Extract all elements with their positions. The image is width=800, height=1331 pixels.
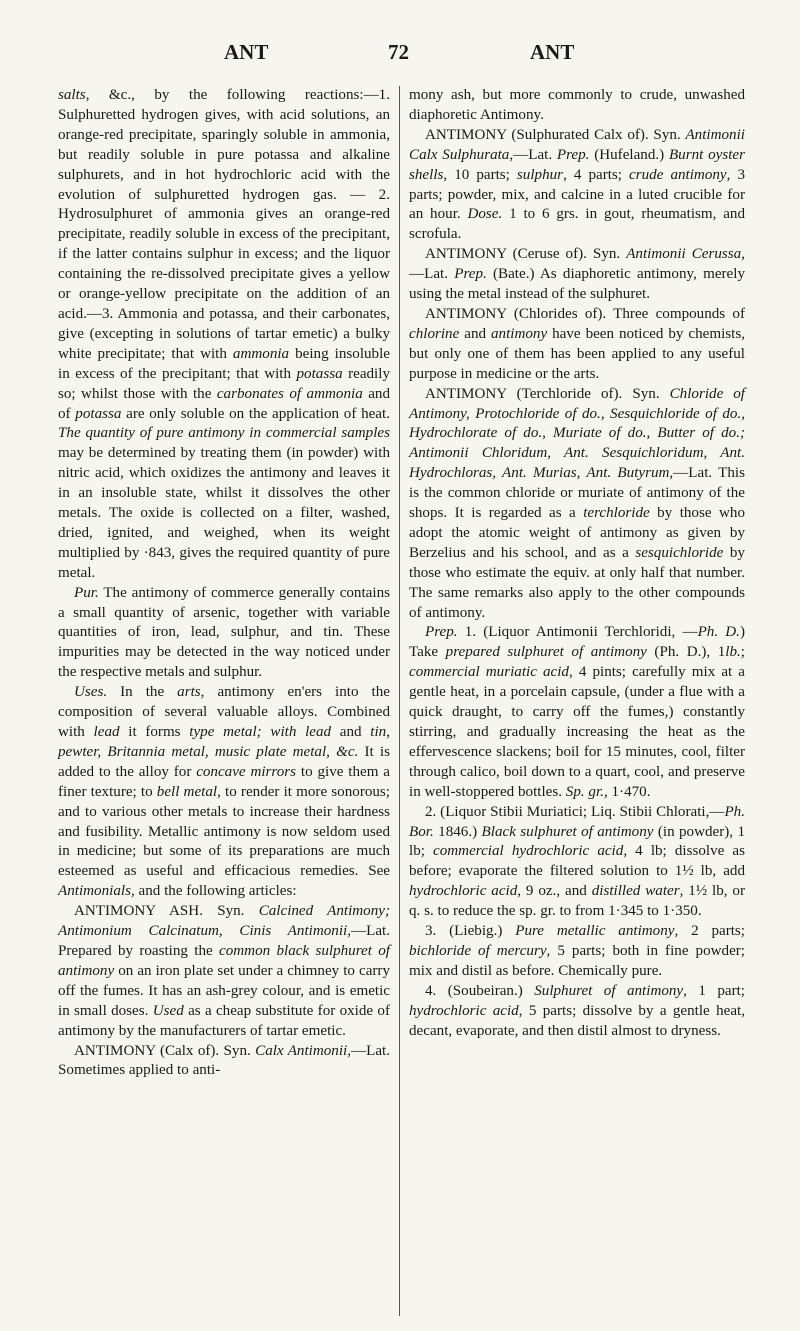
paragraph: ANTIMONY (Ceruse of). Syn. Antimonii Cerussa,—Lat. Prep. (Bate.) As diaphoretic antimony, merely using the metal instead of the sulphuret. — [409, 246, 746, 303]
running-head-left: ANT — [224, 40, 269, 64]
paragraph: Pur. The antimony of commerce generally contains a small quantity of arsenic, together with variable quantities of iron, lead, sulphur, and tin. These impurities may be detected in the way noticed under the respective metals and sulphur. — [58, 584, 390, 681]
column-divider — [399, 86, 400, 1316]
paragraph: ANTIMONY (Chlorides of). Three compounds of chlorine and antimony have been noticed by chemists, but only one of them has been applied to any useful purpose in medicine or the arts. — [409, 305, 746, 382]
paragraph: Prep. 1. (Liquor Antimonii Terchloridi, —Ph. D.) Take prepared sulphuret of antimony (Ph. D.), 1lb.; commercial muriatic acid, 4 pints; carefully mix at a gentle heat, in a porcelain capsule, (under a flue with a quick draught, to carry off the fumes,) constantly stirring, and gradually increasing the heat as the effervescence slackens; boil for 15 minutes, cool, filter through calico, boil down to a quart, cool, and preserve in well-stoppered bottles. Sp. gr., 1·470. — [409, 624, 746, 800]
right-column — [409, 86, 745, 1042]
paragraph: mony ash, but more commonly to crude, unwashed diaphoretic Antimony. — [409, 87, 745, 123]
paragraph: ANTIMONY (Calx of). Syn. Calx Antimonii,—Lat. Sometimes applied to anti- — [58, 1042, 390, 1079]
paragraph: 3. (Liebig.) Pure metallic antimony, 2 parts; bichloride of mercury, 5 parts; both in fine powder; mix and distil as before. Chemically pure. — [409, 923, 745, 979]
paragraph: Uses. In the arts, antimony en'ers into the composition of several valuable alloys. Combined with lead it forms type metal; with lead and tin, pewter, Britannia metal, music plate metal, &c. It is added to the alloy for concave mirrors to give them a finer texture; to bell metal, to render it more sonorous; and to various other metals to increase their hardness and fusibility. Metallic antimony is now seldom used in medicine; but some of its preparations are much esteemed as useful and efficacious remedies. See Antimonials, and the following articles: — [58, 684, 391, 900]
paragraph: salts, &c., by the following reactions:—1. Sulphuretted hydrogen gives, with acid solutions, an orange-red precipitate, sparingly soluble in ammonia, but readily soluble in pure potassa and alkaline sulphurets, and in hot hydrochloric acid with the evolution of sulphuretted hydrogen gas. — 2. Hydrosulphuret of ammonia gives an orange-red precipitate, readily soluble in excess of the precipitant, if the latter contains sulphur in excess; and the liquor containing the re-dissolved precipitate gives a yellow or orange-yellow precipitate on the addition of an acid.—3. Ammonia and potassa, and their carbonates, give (excepting in solutions of tartar emetic) a bulky white precipitate; that with ammonia being insoluble in excess of the precipitant; that with potassa readily so; whilst those with the carbonates of ammonia and of potassa are only soluble on the application of heat. The quantity of pure antimony in commercial samples may be determined by treating them (in powder) with nitric acid, which oxidizes the antimony and leaves it in an insoluble state, whilst it dissolves the other metals. The oxide is collected on a filter, washed, dried, ignited, and weighed, when its weight multiplied by ·843, gives the required quantity of pure metal. — [58, 87, 390, 581]
paragraph: ANTIMONY ASH. Syn. Calcined Antimony; Antimonium Calcinatum, Cinis Antimonii,—Lat. Prepared by roasting the common black sulphuret of antimony on an iron plate set under a chimney to carry off the fumes. It has an ash-grey colour, and is emetic in small doses. Used as a cheap substitute for oxide of antimony by the manufacturers of tartar emetic. — [58, 903, 391, 1039]
page-header — [0, 40, 800, 76]
paragraph: ANTIMONY (Sulphurated Calx of). Syn. Antimonii Calx Sulphurata,—Lat. Prep. (Hufeland.) Burnt oyster shells, 10 parts; sulphur, 4 parts; crude antimony, 3 parts; powder, mix, and calcine in a luted crucible for an hour. Dose. 1 to 6 grs. in gout, rheumatism, and scrofula. — [409, 126, 745, 243]
page-number: 72 — [388, 40, 409, 64]
paragraph: 2. (Liquor Stibii Muriatici; Liq. Stibii Chlorati,—Ph. Bor. 1846.) Black sulphuret of antimony (in powder), 1 lb; commercial hydrochloric acid, 4 lb; dissolve as before; evaporate the filtered solution to 1½ lb, add hydrochloric acid, 9 oz., and distilled water, 1½ lb, or q. s. to reduce the sp. gr. to from 1·345 to 1·350. — [409, 803, 746, 920]
left-column — [58, 86, 390, 1081]
running-head-right: ANT — [530, 40, 575, 64]
paragraph: ANTIMONY (Terchloride of). Syn. Chloride of Antimony, Protochloride of do., Sesquichloride of do., Hydrochlorate of do., Muriate of do., Butter of do.; Antimonii Chloridum, Ant. Sesquichloridum, Ant. Hydrochloras, Ant. Murias, Ant. Butyrum,—Lat. This is the common chloride or muriate of antimony of the shops. It is regarded as a terchloride by those who adopt the atomic weight of antimony as given by Berzelius and his school, and as a sesquichloride by those who estimate the equiv. at only half that number. The same remarks also apply to the other compounds of antimony. — [409, 385, 745, 621]
paragraph: 4. (Soubeiran.) Sulphuret of antimony, 1 part; hydrochloric acid, 5 parts; dissolve by a gentle heat, decant, evaporate, and then distil almost to dryness. — [409, 982, 745, 1039]
